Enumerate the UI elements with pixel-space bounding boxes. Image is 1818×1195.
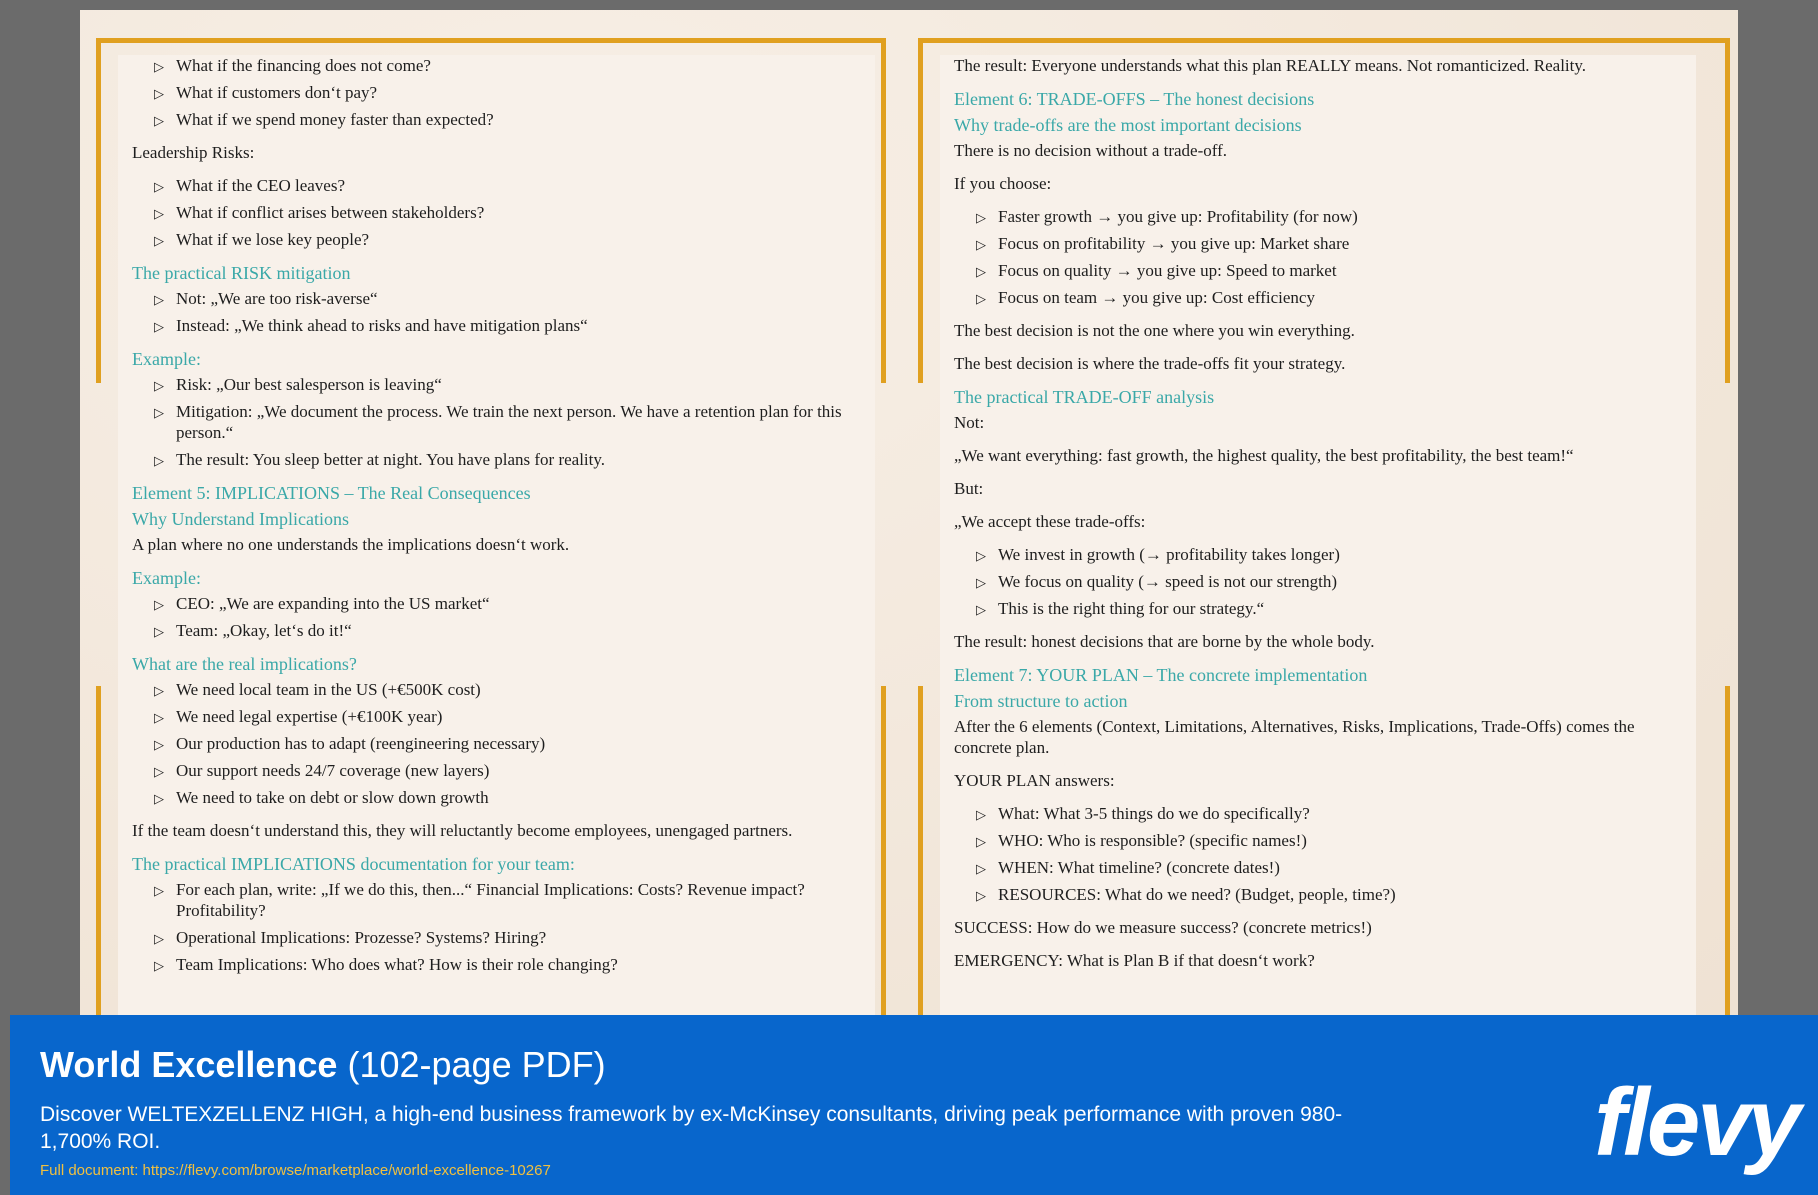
list-item: ▷ Mitigation: „We document the process. We train the next person. We have a retention plan for this person.“ [154, 402, 842, 442]
list-item: ▷ Focus on team → you give up: Cost efficiency [976, 288, 1315, 307]
leadership-risks-label: Leadership Risks: [132, 143, 255, 162]
example-risk-list [132, 374, 861, 470]
paragraph-want-everything: „We want everything: fast growth, the highest quality, the best profitability, the best team!“ [954, 446, 1574, 465]
real-implications-list [132, 679, 861, 808]
triangle-right-outline-icon: ▷ [154, 791, 164, 806]
list-item: ▷ Not: „We are too risk-averse“ [154, 289, 378, 308]
triangle-right-outline-icon: ▷ [154, 931, 164, 946]
triangle-right-outline-icon: ▷ [154, 59, 164, 74]
list-item: ▷ We focus on quality (→ speed is not our strength) [976, 572, 1338, 591]
triangle-right-outline-icon: ▷ [976, 602, 986, 617]
banner-description: Discover WELTEXZELLENZ HIGH, a high-end business framework by ex-McKinsey consultants, driving peak performance with proven 980-1,700% ROI. [40, 1103, 1343, 1153]
left-column [118, 55, 875, 1015]
heading-example: Example: [132, 568, 201, 588]
paragraph-no-decision: There is no decision without a trade-off. [954, 141, 1228, 160]
triangle-right-outline-icon: ▷ [976, 575, 986, 590]
list-item: ▷ WHO: Who is responsible? (specific names!) [976, 831, 1307, 850]
triangle-right-outline-icon: ▷ [154, 292, 164, 307]
promo-banner [10, 1015, 1818, 1195]
triangle-right-outline-icon: ▷ [976, 548, 986, 563]
document-page [80, 10, 1738, 1015]
triangle-right-outline-icon: ▷ [154, 179, 164, 194]
triangle-right-outline-icon: ▷ [154, 378, 164, 393]
list-item: ▷ What if we lose key people? [154, 230, 370, 249]
triangle-right-outline-icon: ▷ [976, 264, 986, 279]
paragraph-but: But: [954, 479, 984, 498]
list-item: ▷ We need to take on debt or slow down growth [154, 788, 489, 807]
flevy-logo[interactable]: flevy [1594, 1069, 1798, 1176]
triangle-right-outline-icon: ▷ [154, 624, 164, 639]
triangle-right-outline-icon: ▷ [154, 453, 164, 468]
list-item: ▷ What if the financing does not come? [154, 56, 431, 75]
paragraph-team: If the team doesn‘t understand this, they will reluctantly become employees, unengaged partners. [132, 821, 793, 840]
triangle-right-outline-icon: ▷ [976, 861, 986, 876]
triangle-right-outline-icon: ▷ [154, 710, 164, 725]
list-item: ▷ RESOURCES: What do we need? (Budget, people, time?) [976, 885, 1396, 904]
triangle-right-outline-icon: ▷ [976, 210, 986, 225]
paragraph-best-2: The best decision is where the trade-offs fit your strategy. [954, 354, 1346, 373]
heading-structure-to-action: From structure to action [954, 691, 1128, 711]
risk-mitigation-list [132, 288, 861, 336]
list-item: ▷ WHEN: What timeline? (concrete dates!) [976, 858, 1280, 877]
full-document-link[interactable]: Full document: https://flevy.com/browse/marketplace/world-excellence-10267 [40, 1162, 551, 1179]
list-item: ▷ For each plan, write: „If we do this, then...“ Financial Implications: Costs? Revenue impact? Profitability? [154, 880, 805, 920]
triangle-right-outline-icon: ▷ [154, 883, 164, 898]
paragraph-not: Not: [954, 413, 985, 432]
list-item: ▷ Faster growth → you give up: Profitability (for now) [976, 207, 1358, 226]
list-item: ▷ We need local team in the US (+€500K cost) [154, 680, 481, 699]
heading-why-tradeoffs: Why trade-offs are the most important decisions [954, 115, 1302, 135]
list-item: ▷ The result: You sleep better at night. You have plans for reality. [154, 450, 606, 469]
choices-list [954, 206, 1682, 308]
heading-tradeoff-analysis: The practical TRADE-OFF analysis [954, 387, 1215, 407]
list-item: ▷ We need legal expertise (+€100K year) [154, 707, 443, 726]
paragraph-honest: The result: honest decisions that are borne by the whole body. [954, 632, 1375, 651]
list-item: ▷ Operational Implications: Prozesse? Systems? Hiring? [154, 928, 547, 947]
triangle-right-outline-icon: ▷ [154, 597, 164, 612]
list-item: ▷ CEO: „We are expanding into the US market“ [154, 594, 490, 613]
triangle-right-outline-icon: ▷ [976, 291, 986, 306]
right-column [940, 55, 1696, 1015]
list-item: ▷ What if customers don‘t pay? [154, 83, 378, 102]
list-item: ▷ Our support needs 24/7 coverage (new layers) [154, 761, 490, 780]
list-item: ▷ Risk: „Our best salesperson is leaving“ [154, 375, 442, 394]
heading-real-implications: What are the real implications? [132, 654, 357, 674]
triangle-right-outline-icon: ▷ [154, 319, 164, 334]
example-expansion-list [132, 593, 861, 641]
triangle-right-outline-icon: ▷ [154, 206, 164, 221]
paragraph-emergency: EMERGENCY: What is Plan B if that doesn‘t work? [954, 951, 1315, 970]
triangle-right-outline-icon: ▷ [154, 683, 164, 698]
triangle-right-outline-icon: ▷ [154, 405, 164, 420]
triangle-right-outline-icon: ▷ [976, 888, 986, 903]
triangle-right-outline-icon: ▷ [976, 834, 986, 849]
paragraph-your-plan: YOUR PLAN answers: [954, 771, 1115, 790]
heading-why-implications: Why Understand Implications [132, 509, 349, 529]
triangle-right-outline-icon: ▷ [154, 737, 164, 752]
list-item: ▷ Team: „Okay, let‘s do it!“ [154, 621, 352, 640]
list-item: ▷ Focus on quality → you give up: Speed to market [976, 261, 1337, 280]
triangle-right-outline-icon: ▷ [154, 113, 164, 128]
paragraph-result: The result: Everyone understands what this plan REALLY means. Not romanticized. Reality. [954, 56, 1587, 75]
heading-implications-documentation: The practical IMPLICATIONS documentation for your team: [132, 854, 575, 874]
heading-element-6: Element 6: TRADE-OFFS – The honest decisions [954, 89, 1315, 109]
list-item: ▷ Our production has to adapt (reengineering necessary) [154, 734, 546, 753]
accepted-tradeoffs-list [954, 544, 1682, 619]
list-item: ▷ What: What 3-5 things do we do specifically? [976, 804, 1310, 823]
triangle-right-outline-icon: ▷ [976, 237, 986, 252]
triangle-right-outline-icon: ▷ [154, 233, 164, 248]
heading-example: Example: [132, 349, 201, 369]
triangle-right-outline-icon: ▷ [976, 807, 986, 822]
list-item: ▷ What if the CEO leaves? [154, 176, 345, 195]
list-item: ▷ We invest in growth (→ profitability takes longer) [976, 545, 1340, 564]
paragraph-plan: A plan where no one understands the implications doesn‘t work. [132, 535, 570, 554]
list-item: ▷ What if conflict arises between stakeholders? [154, 203, 485, 222]
banner-title: World Excellence (102-page PDF) [40, 1044, 606, 1085]
financial-risks-list [132, 55, 861, 130]
paragraph-after: After the 6 elements (Context, Limitations, Alternatives, Risks, Implications, Trade-Offs) comes the concrete plan. [954, 717, 1635, 757]
heading-risk-mitigation: The practical RISK mitigation [132, 263, 351, 283]
list-item: ▷ Team Implications: Who does what? How is their role changing? [154, 955, 618, 974]
triangle-right-outline-icon: ▷ [154, 86, 164, 101]
list-item: ▷ What if we spend money faster than expected? [154, 110, 494, 129]
triangle-right-outline-icon: ▷ [154, 764, 164, 779]
documentation-list [132, 879, 861, 975]
list-item: ▷ This is the right thing for our strategy.“ [976, 599, 1265, 618]
heading-element-7: Element 7: YOUR PLAN – The concrete implementation [954, 665, 1368, 685]
paragraph-success: SUCCESS: How do we measure success? (concrete metrics!) [954, 918, 1372, 937]
paragraph-if-choose: If you choose: [954, 174, 1052, 193]
list-item: ▷ Instead: „We think ahead to risks and have mitigation plans“ [154, 316, 588, 335]
paragraph-best-1: The best decision is not the one where you win everything. [954, 321, 1355, 340]
plan-answers-list [954, 803, 1682, 905]
list-item: ▷ Focus on profitability → you give up: Market share [976, 234, 1350, 253]
heading-element-5: Element 5: IMPLICATIONS – The Real Consequences [132, 483, 531, 503]
triangle-right-outline-icon: ▷ [154, 958, 164, 973]
leadership-risks-list [132, 175, 861, 250]
paragraph-accept: „We accept these trade-offs: [954, 512, 1146, 531]
